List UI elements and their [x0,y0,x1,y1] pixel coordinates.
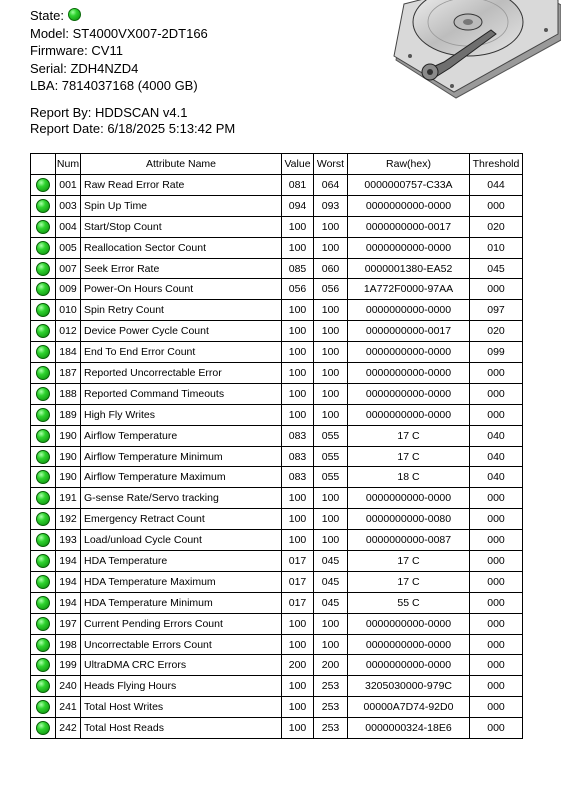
raw-cell: 0000000000-0000 [348,300,470,321]
raw-cell: 17 C [348,571,470,592]
table-row [31,342,523,363]
table-row [31,446,523,467]
status-ok-icon [36,575,50,589]
worst-cell: 200 [314,655,348,676]
report-info [30,105,235,137]
worst-cell: 100 [314,300,348,321]
status-cell [31,342,56,363]
threshold-cell: 044 [470,175,523,196]
worst-cell: 045 [314,592,348,613]
table-row [31,676,523,697]
attribute-name-cell: G-sense Rate/Servo tracking [81,488,282,509]
status-ok-icon [36,679,50,693]
raw-cell: 0000000000-0017 [348,216,470,237]
status-ok-icon [36,512,50,526]
attribute-name-cell: Heads Flying Hours [81,676,282,697]
value-cell: 056 [282,279,314,300]
num-cell: 007 [56,258,81,279]
status-cell [31,676,56,697]
table-row [31,258,523,279]
threshold-cell: 020 [470,321,523,342]
status-cell [31,279,56,300]
threshold-cell: 000 [470,279,523,300]
attribute-name-cell: Airflow Temperature [81,425,282,446]
worst-cell: 093 [314,195,348,216]
raw-cell: 17 C [348,551,470,572]
num-cell: 240 [56,676,81,697]
num-cell: 001 [56,175,81,196]
raw-cell: 00000A7D74-92D0 [348,697,470,718]
raw-cell: 0000000000-0080 [348,509,470,530]
raw-cell: 55 C [348,592,470,613]
worst-cell: 064 [314,175,348,196]
raw-cell: 0000000000-0000 [348,363,470,384]
status-ok-icon [36,366,50,380]
worst-cell: 100 [314,634,348,655]
raw-cell: 0000000000-0000 [348,383,470,404]
status-cell [31,592,56,613]
value-cell: 017 [282,551,314,572]
num-cell: 184 [56,342,81,363]
status-ok-icon [36,596,50,610]
status-ok-icon [36,533,50,547]
status-cell [31,425,56,446]
num-cell: 012 [56,321,81,342]
status-ok-icon [36,617,50,631]
attribute-name-cell: Reported Command Timeouts [81,383,282,404]
num-cell: 005 [56,237,81,258]
header-worst: Worst [314,154,348,175]
status-cell [31,237,56,258]
worst-cell: 100 [314,509,348,530]
lba-line: LBA: 7814037168 (4000 GB) [30,78,198,93]
status-cell [31,404,56,425]
attribute-name-cell: Reported Uncorrectable Error [81,363,282,384]
value-cell: 083 [282,425,314,446]
status-ok-icon [36,408,50,422]
value-cell: 083 [282,467,314,488]
num-cell: 198 [56,634,81,655]
attribute-name-cell: Reallocation Sector Count [81,237,282,258]
value-cell: 200 [282,655,314,676]
attribute-name-cell: Load/unload Cycle Count [81,530,282,551]
raw-cell: 0000000000-0000 [348,655,470,676]
raw-cell: 17 C [348,425,470,446]
table-row [31,216,523,237]
header-threshold: Threshold [470,154,523,175]
status-ok-icon [36,345,50,359]
raw-cell: 0000000000-0087 [348,530,470,551]
raw-cell: 3205030000-979C [348,676,470,697]
table-row [31,551,523,572]
num-cell: 190 [56,425,81,446]
status-cell [31,175,56,196]
attribute-name-cell: Device Power Cycle Count [81,321,282,342]
table-row [31,571,523,592]
attribute-name-cell: Power-On Hours Count [81,279,282,300]
num-cell: 190 [56,446,81,467]
status-cell [31,383,56,404]
value-cell: 100 [282,613,314,634]
status-ok-icon [36,638,50,652]
status-ok-icon [36,491,50,505]
status-cell [31,258,56,279]
raw-cell: 0000000757-C33A [348,175,470,196]
attribute-name-cell: Airflow Temperature Minimum [81,446,282,467]
num-cell: 191 [56,488,81,509]
num-cell: 241 [56,697,81,718]
status-cell [31,634,56,655]
status-ok-icon [36,387,50,401]
status-cell [31,571,56,592]
table-row [31,425,523,446]
state-label: State: [30,8,64,23]
raw-cell: 0000000324-18E6 [348,718,470,739]
value-cell: 100 [282,342,314,363]
num-cell: 010 [56,300,81,321]
num-cell: 187 [56,363,81,384]
value-cell: 100 [282,697,314,718]
table-row [31,488,523,509]
status-ok-icon [36,658,50,672]
threshold-cell: 099 [470,342,523,363]
status-cell [31,613,56,634]
attribute-name-cell: Uncorrectable Errors Count [81,634,282,655]
attribute-name-cell: HDA Temperature Maximum [81,571,282,592]
threshold-cell: 000 [470,697,523,718]
num-cell: 189 [56,404,81,425]
value-cell: 100 [282,488,314,509]
num-cell: 192 [56,509,81,530]
table-row [31,697,523,718]
attribute-name-cell: End To End Error Count [81,342,282,363]
attribute-name-cell: Seek Error Rate [81,258,282,279]
value-cell: 017 [282,592,314,613]
table-row [31,300,523,321]
worst-cell: 100 [314,216,348,237]
status-cell [31,551,56,572]
attribute-name-cell: Raw Read Error Rate [81,175,282,196]
worst-cell: 045 [314,551,348,572]
threshold-cell: 000 [470,363,523,384]
status-cell [31,216,56,237]
threshold-cell: 000 [470,404,523,425]
threshold-cell: 040 [470,467,523,488]
value-cell: 083 [282,446,314,467]
worst-cell: 100 [314,363,348,384]
raw-cell: 1A772F0000-97AA [348,279,470,300]
serial-line: Serial: ZDH4NZD4 [30,60,139,76]
drive-info [30,7,208,95]
threshold-cell: 000 [470,718,523,739]
table-row [31,467,523,488]
smart-attributes-table [30,153,523,739]
attribute-name-cell: HDA Temperature Minimum [81,592,282,613]
num-cell: 003 [56,195,81,216]
table-row [31,363,523,384]
raw-cell: 0000000000-0000 [348,237,470,258]
value-cell: 100 [282,363,314,384]
value-cell: 094 [282,195,314,216]
threshold-cell: 045 [470,258,523,279]
worst-cell: 100 [314,530,348,551]
attribute-name-cell: Emergency Retract Count [81,509,282,530]
threshold-cell: 000 [470,488,523,509]
threshold-cell: 000 [470,655,523,676]
raw-cell: 0000000000-0017 [348,321,470,342]
threshold-cell: 000 [470,634,523,655]
status-cell [31,467,56,488]
threshold-cell: 000 [470,613,523,634]
raw-cell: 0000000000-0000 [348,634,470,655]
threshold-cell: 000 [470,571,523,592]
value-cell: 100 [282,530,314,551]
raw-cell: 0000000000-0000 [348,613,470,634]
num-cell: 199 [56,655,81,676]
value-cell: 017 [282,571,314,592]
worst-cell: 055 [314,467,348,488]
value-cell: 100 [282,634,314,655]
status-cell [31,530,56,551]
table-row [31,321,523,342]
value-cell: 100 [282,383,314,404]
threshold-cell: 000 [470,551,523,572]
raw-cell: 0000000000-0000 [348,195,470,216]
worst-cell: 100 [314,342,348,363]
threshold-cell: 097 [470,300,523,321]
status-ok-icon [36,178,50,192]
threshold-cell: 020 [470,216,523,237]
num-cell: 194 [56,592,81,613]
attribute-name-cell: Total Host Reads [81,718,282,739]
status-ok-icon [36,470,50,484]
worst-cell: 253 [314,676,348,697]
status-ok-icon [36,554,50,568]
raw-cell: 17 C [348,446,470,467]
worst-cell: 253 [314,697,348,718]
value-cell: 100 [282,404,314,425]
num-cell: 004 [56,216,81,237]
threshold-cell: 010 [470,237,523,258]
status-ok-icon [36,262,50,276]
attribute-name-cell: UltraDMA CRC Errors [81,655,282,676]
status-ok-icon [36,220,50,234]
value-cell: 100 [282,237,314,258]
status-ok-icon [36,282,50,296]
num-cell: 194 [56,571,81,592]
attribute-name-cell: Airflow Temperature Maximum [81,467,282,488]
worst-cell: 253 [314,718,348,739]
raw-cell: 18 C [348,467,470,488]
num-cell: 190 [56,467,81,488]
threshold-cell: 000 [470,383,523,404]
status-cell [31,697,56,718]
status-cell [31,718,56,739]
status-ok-icon [36,721,50,735]
value-cell: 100 [282,509,314,530]
worst-cell: 045 [314,571,348,592]
attribute-name-cell: Start/Stop Count [81,216,282,237]
state-indicator-icon [68,8,81,21]
status-ok-icon [36,241,50,255]
attribute-name-cell: High Fly Writes [81,404,282,425]
attribute-name-cell: Spin Up Time [81,195,282,216]
status-cell [31,446,56,467]
value-cell: 100 [282,216,314,237]
table-row [31,530,523,551]
threshold-cell: 000 [470,592,523,613]
status-cell [31,509,56,530]
header-num: Num [56,154,81,175]
num-cell: 197 [56,613,81,634]
report-by: Report By: HDDSCAN v4.1 [30,105,188,120]
worst-cell: 060 [314,258,348,279]
table-row [31,175,523,196]
num-cell: 194 [56,551,81,572]
raw-cell: 0000000000-0000 [348,488,470,509]
num-cell: 242 [56,718,81,739]
value-cell: 085 [282,258,314,279]
table-row [31,195,523,216]
worst-cell: 056 [314,279,348,300]
table-row [31,404,523,425]
table-row [31,718,523,739]
raw-cell: 0000001380-EA52 [348,258,470,279]
header-attribute-name: Attribute Name [81,154,282,175]
threshold-cell: 000 [470,676,523,697]
num-cell: 188 [56,383,81,404]
report-date: Report Date: 6/18/2025 5:13:42 PM [30,121,236,136]
hard-disk-drive-icon [386,0,561,100]
value-cell: 081 [282,175,314,196]
attribute-name-cell: Current Pending Errors Count [81,613,282,634]
num-cell: 193 [56,530,81,551]
attribute-name-cell: Total Host Writes [81,697,282,718]
table-row [31,509,523,530]
header-raw: Raw(hex) [348,154,470,175]
status-cell [31,488,56,509]
header-status [31,154,56,175]
raw-cell: 0000000000-0000 [348,342,470,363]
worst-cell: 100 [314,321,348,342]
header-value: Value [282,154,314,175]
value-cell: 100 [282,718,314,739]
raw-cell: 0000000000-0000 [348,404,470,425]
table-row [31,655,523,676]
value-cell: 100 [282,321,314,342]
worst-cell: 100 [314,237,348,258]
threshold-cell: 040 [470,425,523,446]
threshold-cell: 000 [470,509,523,530]
threshold-cell: 000 [470,530,523,551]
num-cell: 009 [56,279,81,300]
status-ok-icon [36,199,50,213]
table-row [31,383,523,404]
table-body [31,175,523,739]
table-row [31,634,523,655]
status-cell [31,363,56,384]
status-ok-icon [36,303,50,317]
table-row [31,279,523,300]
status-cell [31,655,56,676]
status-cell [31,321,56,342]
value-cell: 100 [282,300,314,321]
status-cell [31,195,56,216]
status-ok-icon [36,450,50,464]
table-row [31,237,523,258]
status-ok-icon [36,429,50,443]
table-row [31,592,523,613]
table-row [31,613,523,634]
worst-cell: 100 [314,488,348,509]
threshold-cell: 000 [470,195,523,216]
state-row [30,7,208,25]
worst-cell: 055 [314,446,348,467]
status-ok-icon [36,324,50,338]
model-line: Model: ST4000VX007-2DT166 [30,25,208,41]
table-header-row [31,154,523,175]
value-cell: 100 [282,676,314,697]
status-ok-icon [36,700,50,714]
worst-cell: 100 [314,383,348,404]
worst-cell: 100 [314,404,348,425]
threshold-cell: 040 [470,446,523,467]
worst-cell: 100 [314,613,348,634]
firmware-line: Firmware: CV11 [30,43,123,58]
attribute-name-cell: Spin Retry Count [81,300,282,321]
attribute-name-cell: HDA Temperature [81,551,282,572]
worst-cell: 055 [314,425,348,446]
status-cell [31,300,56,321]
